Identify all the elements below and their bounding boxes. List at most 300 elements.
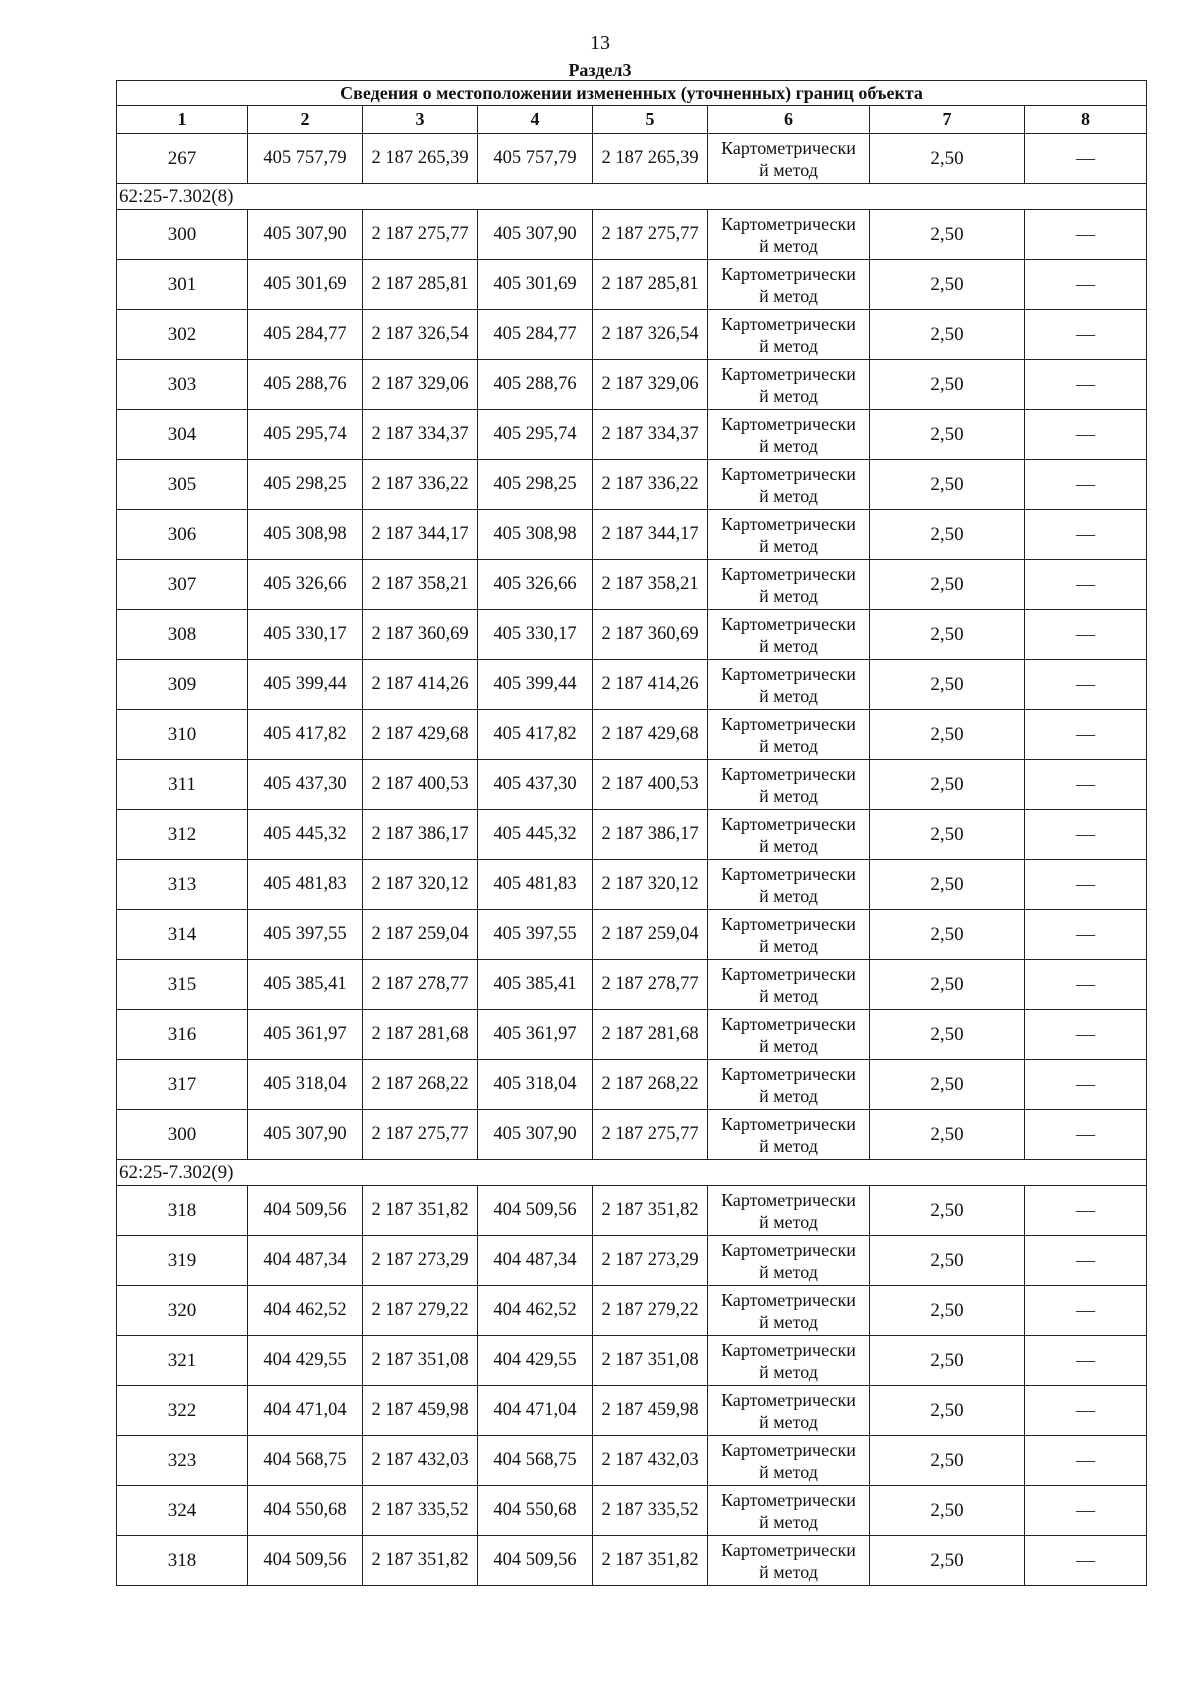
y-existing-cell: 2 187 268,22	[363, 1060, 478, 1110]
point-number-cell: 267	[117, 134, 248, 184]
column-number: 8	[1025, 106, 1147, 134]
x-existing-cell: 405 437,30	[248, 760, 363, 810]
y-new-cell: 2 187 386,17	[593, 810, 708, 860]
method-line-1: Картометрически	[721, 1239, 856, 1260]
table-row	[117, 560, 1147, 610]
point-number-cell: 320	[117, 1286, 248, 1336]
x-existing-cell: 405 308,98	[248, 510, 363, 560]
x-existing-cell: 404 471,04	[248, 1386, 363, 1436]
x-new-cell: 405 445,32	[478, 810, 593, 860]
description-cell: —	[1025, 510, 1147, 560]
y-new-cell: 2 187 275,77	[593, 210, 708, 260]
point-number-cell: 309	[117, 660, 248, 710]
method-line-1: Картометрически	[721, 963, 856, 984]
y-existing-cell: 2 187 351,82	[363, 1536, 478, 1586]
method-cell	[708, 1110, 870, 1160]
x-existing-cell: 405 445,32	[248, 810, 363, 860]
method-cell	[708, 1336, 870, 1386]
point-number-cell: 308	[117, 610, 248, 660]
accuracy-cell: 2,50	[870, 1060, 1025, 1110]
accuracy-cell: 2,50	[870, 710, 1025, 760]
method-line-2: й метод	[759, 1561, 818, 1582]
x-existing-cell: 404 487,34	[248, 1236, 363, 1286]
point-number-cell: 314	[117, 910, 248, 960]
point-number-cell: 318	[117, 1536, 248, 1586]
y-new-cell: 2 187 429,68	[593, 710, 708, 760]
method-line-1: Картометрически	[721, 1189, 856, 1210]
x-existing-cell: 405 361,97	[248, 1010, 363, 1060]
accuracy-cell: 2,50	[870, 460, 1025, 510]
y-existing-cell: 2 187 358,21	[363, 560, 478, 610]
table-body	[117, 134, 1147, 1586]
method-line-2: й метод	[759, 285, 818, 306]
method-line-2: й метод	[759, 159, 818, 180]
method-cell	[708, 860, 870, 910]
method-line-2: й метод	[759, 685, 818, 706]
table-row	[117, 210, 1147, 260]
table-row	[117, 910, 1147, 960]
x-existing-cell: 404 550,68	[248, 1486, 363, 1536]
method-line-1: Картометрически	[721, 1113, 856, 1134]
x-new-cell: 405 757,79	[478, 134, 593, 184]
method-cell	[708, 260, 870, 310]
method-line-1: Картометрически	[721, 1013, 856, 1034]
description-cell: —	[1025, 1236, 1147, 1286]
x-new-cell: 405 318,04	[478, 1060, 593, 1110]
x-new-cell: 405 288,76	[478, 360, 593, 410]
method-line-2: й метод	[759, 635, 818, 656]
accuracy-cell: 2,50	[870, 1486, 1025, 1536]
method-cell	[708, 1010, 870, 1060]
method-line-2: й метод	[759, 485, 818, 506]
accuracy-cell: 2,50	[870, 910, 1025, 960]
method-line-2: й метод	[759, 1085, 818, 1106]
description-cell: —	[1025, 610, 1147, 660]
method-cell	[708, 710, 870, 760]
y-new-cell: 2 187 360,69	[593, 610, 708, 660]
description-cell: —	[1025, 1436, 1147, 1486]
x-existing-cell: 405 385,41	[248, 960, 363, 1010]
method-line-2: й метод	[759, 935, 818, 956]
description-cell: —	[1025, 1486, 1147, 1536]
y-existing-cell: 2 187 414,26	[363, 660, 478, 710]
table-row	[117, 860, 1147, 910]
accuracy-cell: 2,50	[870, 560, 1025, 610]
x-existing-cell: 405 757,79	[248, 134, 363, 184]
x-existing-cell: 405 318,04	[248, 1060, 363, 1110]
y-new-cell: 2 187 414,26	[593, 660, 708, 710]
x-existing-cell: 404 462,52	[248, 1286, 363, 1336]
method-cell	[708, 1436, 870, 1486]
point-number-cell: 306	[117, 510, 248, 560]
point-number-cell: 318	[117, 1186, 248, 1236]
y-existing-cell: 2 187 326,54	[363, 310, 478, 360]
method-cell	[708, 310, 870, 360]
column-number: 4	[478, 106, 593, 134]
y-existing-cell: 2 187 429,68	[363, 710, 478, 760]
y-existing-cell: 2 187 386,17	[363, 810, 478, 860]
point-number-cell: 300	[117, 1110, 248, 1160]
point-number-cell: 305	[117, 460, 248, 510]
point-number-cell: 323	[117, 1436, 248, 1486]
y-new-cell: 2 187 285,81	[593, 260, 708, 310]
point-number-cell: 322	[117, 1386, 248, 1436]
y-existing-cell: 2 187 265,39	[363, 134, 478, 184]
method-line-1: Картометрически	[721, 563, 856, 584]
y-new-cell: 2 187 335,52	[593, 1486, 708, 1536]
method-line-2: й метод	[759, 885, 818, 906]
method-line-1: Картометрически	[721, 1063, 856, 1084]
method-line-2: й метод	[759, 435, 818, 456]
table-row	[117, 1536, 1147, 1586]
point-number-cell: 319	[117, 1236, 248, 1286]
method-line-2: й метод	[759, 1261, 818, 1282]
point-number-cell: 315	[117, 960, 248, 1010]
x-existing-cell: 405 481,83	[248, 860, 363, 910]
method-line-2: й метод	[759, 985, 818, 1006]
method-line-1: Картометрически	[721, 313, 856, 334]
description-cell: —	[1025, 560, 1147, 610]
description-cell: —	[1025, 1110, 1147, 1160]
table-row	[117, 1010, 1147, 1060]
x-existing-cell: 405 417,82	[248, 710, 363, 760]
description-cell: —	[1025, 1536, 1147, 1586]
method-cell	[708, 210, 870, 260]
x-existing-cell: 405 397,55	[248, 910, 363, 960]
method-line-2: й метод	[759, 535, 818, 556]
accuracy-cell: 2,50	[870, 310, 1025, 360]
x-new-cell: 405 437,30	[478, 760, 593, 810]
description-cell: —	[1025, 1336, 1147, 1386]
table-row	[117, 1436, 1147, 1486]
method-cell	[708, 1486, 870, 1536]
method-line-2: й метод	[759, 1361, 818, 1382]
method-line-1: Картометрически	[721, 137, 856, 158]
column-number: 5	[593, 106, 708, 134]
method-line-1: Картометрически	[721, 613, 856, 634]
x-new-cell: 405 399,44	[478, 660, 593, 710]
method-cell	[708, 610, 870, 660]
description-cell: —	[1025, 1010, 1147, 1060]
x-existing-cell: 405 301,69	[248, 260, 363, 310]
table-row	[117, 1186, 1147, 1236]
method-line-1: Картометрически	[721, 263, 856, 284]
x-new-cell: 405 295,74	[478, 410, 593, 460]
point-number-cell: 312	[117, 810, 248, 860]
y-new-cell: 2 187 459,98	[593, 1386, 708, 1436]
description-cell: —	[1025, 134, 1147, 184]
method-line-1: Картометрически	[721, 363, 856, 384]
y-existing-cell: 2 187 329,06	[363, 360, 478, 410]
method-cell	[708, 1060, 870, 1110]
x-new-cell: 404 429,55	[478, 1336, 593, 1386]
method-line-2: й метод	[759, 1035, 818, 1056]
y-existing-cell: 2 187 334,37	[363, 410, 478, 460]
x-existing-cell: 404 429,55	[248, 1336, 363, 1386]
x-new-cell: 405 417,82	[478, 710, 593, 760]
y-existing-cell: 2 187 400,53	[363, 760, 478, 810]
point-number-cell: 321	[117, 1336, 248, 1386]
y-new-cell: 2 187 279,22	[593, 1286, 708, 1336]
y-existing-cell: 2 187 275,77	[363, 210, 478, 260]
method-cell	[708, 960, 870, 1010]
column-number: 2	[248, 106, 363, 134]
y-new-cell: 2 187 344,17	[593, 510, 708, 560]
y-existing-cell: 2 187 279,22	[363, 1286, 478, 1336]
method-line-2: й метод	[759, 785, 818, 806]
table-row	[117, 134, 1147, 184]
method-cell	[708, 1186, 870, 1236]
x-new-cell: 404 568,75	[478, 1436, 593, 1486]
x-existing-cell: 405 295,74	[248, 410, 363, 460]
point-number-cell: 313	[117, 860, 248, 910]
x-existing-cell: 405 399,44	[248, 660, 363, 710]
accuracy-cell: 2,50	[870, 360, 1025, 410]
method-line-1: Картометрически	[721, 763, 856, 784]
description-cell: —	[1025, 260, 1147, 310]
accuracy-cell: 2,50	[870, 210, 1025, 260]
y-new-cell: 2 187 281,68	[593, 1010, 708, 1060]
method-line-2: й метод	[759, 335, 818, 356]
section-title: Раздел3	[568, 60, 632, 80]
description-cell: —	[1025, 1386, 1147, 1436]
method-cell	[708, 560, 870, 610]
table-row	[117, 310, 1147, 360]
method-line-1: Картометрически	[721, 863, 856, 884]
accuracy-cell: 2,50	[870, 260, 1025, 310]
method-line-2: й метод	[759, 1211, 818, 1232]
accuracy-cell: 2,50	[870, 1110, 1025, 1160]
x-new-cell: 405 298,25	[478, 460, 593, 510]
table-row	[117, 410, 1147, 460]
y-existing-cell: 2 187 281,68	[363, 1010, 478, 1060]
table-row	[117, 1286, 1147, 1336]
y-existing-cell: 2 187 275,77	[363, 1110, 478, 1160]
method-line-1: Картометрически	[721, 413, 856, 434]
y-existing-cell: 2 187 351,82	[363, 1186, 478, 1236]
accuracy-cell: 2,50	[870, 1186, 1025, 1236]
method-line-1: Картометрически	[721, 913, 856, 934]
x-existing-cell: 404 509,56	[248, 1536, 363, 1586]
description-cell: —	[1025, 660, 1147, 710]
method-cell	[708, 134, 870, 184]
x-new-cell: 404 487,34	[478, 1236, 593, 1286]
y-new-cell: 2 187 273,29	[593, 1236, 708, 1286]
x-new-cell: 405 326,66	[478, 560, 593, 610]
table-caption: Сведения о местоположении измененных (уточненных) границ объекта	[117, 81, 1147, 106]
accuracy-cell: 2,50	[870, 660, 1025, 710]
table-row	[117, 810, 1147, 860]
x-new-cell: 405 301,69	[478, 260, 593, 310]
x-new-cell: 404 509,56	[478, 1186, 593, 1236]
x-existing-cell: 405 284,77	[248, 310, 363, 360]
method-line-1: Картометрически	[721, 463, 856, 484]
table-row	[117, 760, 1147, 810]
method-line-1: Картометрически	[721, 713, 856, 734]
method-line-2: й метод	[759, 585, 818, 606]
method-line-1: Картометрически	[721, 1339, 856, 1360]
table-row	[117, 710, 1147, 760]
point-number-cell: 302	[117, 310, 248, 360]
y-existing-cell: 2 187 285,81	[363, 260, 478, 310]
table-row	[117, 1060, 1147, 1110]
table-row	[117, 360, 1147, 410]
page-number: 13	[590, 32, 610, 54]
table-row	[117, 1110, 1147, 1160]
method-line-1: Картометрически	[721, 1489, 856, 1510]
x-existing-cell: 404 509,56	[248, 1186, 363, 1236]
point-number-cell: 317	[117, 1060, 248, 1110]
table-row	[117, 510, 1147, 560]
y-existing-cell: 2 187 278,77	[363, 960, 478, 1010]
method-line-1: Картометрически	[721, 1289, 856, 1310]
y-new-cell: 2 187 400,53	[593, 760, 708, 810]
method-line-2: й метод	[759, 1311, 818, 1332]
y-new-cell: 2 187 351,82	[593, 1536, 708, 1586]
description-cell: —	[1025, 1060, 1147, 1110]
y-new-cell: 2 187 351,08	[593, 1336, 708, 1386]
group-label: 62:25-7.302(8)	[117, 184, 1147, 210]
x-existing-cell: 405 326,66	[248, 560, 363, 610]
x-new-cell: 405 307,90	[478, 210, 593, 260]
description-cell: —	[1025, 960, 1147, 1010]
x-existing-cell: 404 568,75	[248, 1436, 363, 1486]
description-cell: —	[1025, 810, 1147, 860]
x-new-cell: 405 397,55	[478, 910, 593, 960]
accuracy-cell: 2,50	[870, 860, 1025, 910]
point-number-cell: 307	[117, 560, 248, 610]
method-line-1: Картометрически	[721, 213, 856, 234]
x-existing-cell: 405 307,90	[248, 210, 363, 260]
point-number-cell: 316	[117, 1010, 248, 1060]
accuracy-cell: 2,50	[870, 510, 1025, 560]
x-new-cell: 405 308,98	[478, 510, 593, 560]
description-cell: —	[1025, 1286, 1147, 1336]
method-line-2: й метод	[759, 1511, 818, 1532]
x-existing-cell: 405 330,17	[248, 610, 363, 660]
y-new-cell: 2 187 265,39	[593, 134, 708, 184]
y-new-cell: 2 187 259,04	[593, 910, 708, 960]
accuracy-cell: 2,50	[870, 960, 1025, 1010]
description-cell: —	[1025, 860, 1147, 910]
accuracy-cell: 2,50	[870, 1010, 1025, 1060]
accuracy-cell: 2,50	[870, 410, 1025, 460]
y-new-cell: 2 187 358,21	[593, 560, 708, 610]
y-new-cell: 2 187 432,03	[593, 1436, 708, 1486]
description-cell: —	[1025, 760, 1147, 810]
x-existing-cell: 405 307,90	[248, 1110, 363, 1160]
table-row	[117, 1236, 1147, 1286]
x-new-cell: 405 385,41	[478, 960, 593, 1010]
method-cell	[708, 360, 870, 410]
method-line-2: й метод	[759, 1411, 818, 1432]
method-line-2: й метод	[759, 235, 818, 256]
accuracy-cell: 2,50	[870, 1386, 1025, 1436]
method-line-1: Картометрически	[721, 513, 856, 534]
method-line-2: й метод	[759, 735, 818, 756]
x-existing-cell: 405 288,76	[248, 360, 363, 410]
method-line-2: й метод	[759, 1461, 818, 1482]
method-cell	[708, 1386, 870, 1436]
description-cell: —	[1025, 410, 1147, 460]
x-new-cell: 405 307,90	[478, 1110, 593, 1160]
accuracy-cell: 2,50	[870, 134, 1025, 184]
point-number-cell: 301	[117, 260, 248, 310]
y-existing-cell: 2 187 432,03	[363, 1436, 478, 1486]
y-new-cell: 2 187 336,22	[593, 460, 708, 510]
y-existing-cell: 2 187 351,08	[363, 1336, 478, 1386]
method-cell	[708, 410, 870, 460]
table-row	[117, 1486, 1147, 1536]
table-row	[117, 960, 1147, 1010]
y-new-cell: 2 187 334,37	[593, 410, 708, 460]
x-existing-cell: 405 298,25	[248, 460, 363, 510]
point-number-cell: 304	[117, 410, 248, 460]
y-existing-cell: 2 187 259,04	[363, 910, 478, 960]
description-cell: —	[1025, 910, 1147, 960]
x-new-cell: 405 330,17	[478, 610, 593, 660]
x-new-cell: 405 284,77	[478, 310, 593, 360]
y-existing-cell: 2 187 273,29	[363, 1236, 478, 1286]
y-new-cell: 2 187 268,22	[593, 1060, 708, 1110]
method-cell	[708, 1536, 870, 1586]
table-row	[117, 1336, 1147, 1386]
y-new-cell: 2 187 275,77	[593, 1110, 708, 1160]
method-line-1: Картометрически	[721, 1439, 856, 1460]
x-new-cell: 405 361,97	[478, 1010, 593, 1060]
column-number-row	[117, 106, 1147, 134]
group-label: 62:25-7.302(9)	[117, 1160, 1147, 1186]
method-line-1: Картометрически	[721, 813, 856, 834]
y-new-cell: 2 187 351,82	[593, 1186, 708, 1236]
y-new-cell: 2 187 329,06	[593, 360, 708, 410]
point-number-cell: 324	[117, 1486, 248, 1536]
method-line-1: Картометрически	[721, 1389, 856, 1410]
group-header-row	[117, 184, 1147, 210]
table-row	[117, 460, 1147, 510]
column-number: 3	[363, 106, 478, 134]
description-cell: —	[1025, 310, 1147, 360]
table-row	[117, 1386, 1147, 1436]
y-existing-cell: 2 187 336,22	[363, 460, 478, 510]
x-new-cell: 404 462,52	[478, 1286, 593, 1336]
accuracy-cell: 2,50	[870, 1236, 1025, 1286]
method-line-1: Картометрически	[721, 1539, 856, 1560]
y-existing-cell: 2 187 335,52	[363, 1486, 478, 1536]
accuracy-cell: 2,50	[870, 1536, 1025, 1586]
method-cell	[708, 510, 870, 560]
table-row	[117, 260, 1147, 310]
method-cell	[708, 460, 870, 510]
x-new-cell: 404 509,56	[478, 1536, 593, 1586]
point-number-cell: 310	[117, 710, 248, 760]
accuracy-cell: 2,50	[870, 610, 1025, 660]
description-cell: —	[1025, 210, 1147, 260]
table-row	[117, 610, 1147, 660]
accuracy-cell: 2,50	[870, 810, 1025, 860]
y-existing-cell: 2 187 360,69	[363, 610, 478, 660]
accuracy-cell: 2,50	[870, 1436, 1025, 1486]
accuracy-cell: 2,50	[870, 760, 1025, 810]
point-number-cell: 303	[117, 360, 248, 410]
description-cell: —	[1025, 710, 1147, 760]
method-cell	[708, 910, 870, 960]
y-existing-cell: 2 187 459,98	[363, 1386, 478, 1436]
y-new-cell: 2 187 320,12	[593, 860, 708, 910]
description-cell: —	[1025, 360, 1147, 410]
method-line-2: й метод	[759, 835, 818, 856]
column-number: 1	[117, 106, 248, 134]
